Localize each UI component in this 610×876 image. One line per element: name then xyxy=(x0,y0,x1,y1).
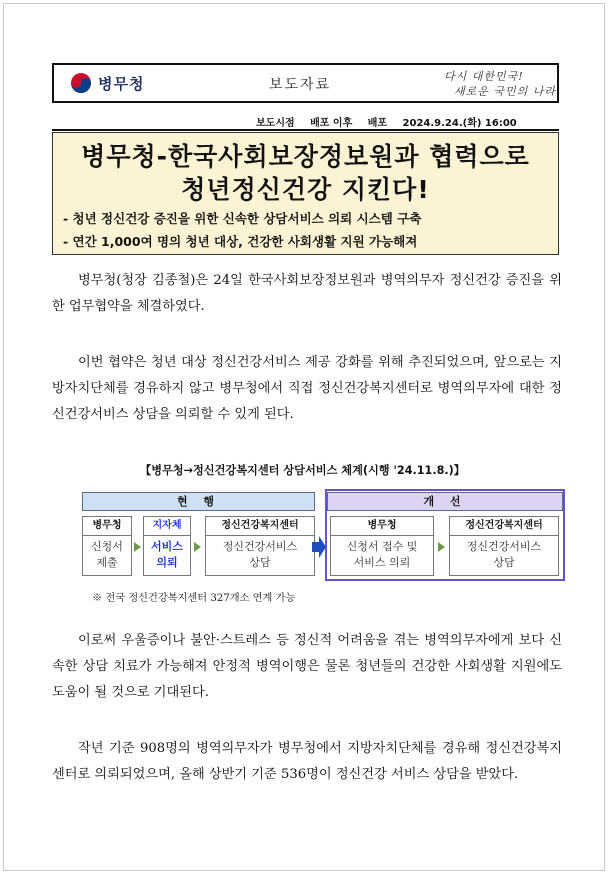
release-info xyxy=(256,114,529,129)
paragraph-1-text: 병무청(청장 김종철)은 24일 한국사회보장정보원과 병역의무자 정신건강 증진을 위한 업무협약을 체결하였다. xyxy=(52,273,562,314)
release-label: 보도시점 xyxy=(256,118,295,129)
current-step-1-head: 병무청 xyxy=(83,517,131,536)
paragraph-4 xyxy=(52,736,562,788)
improved-step-1 xyxy=(330,516,434,576)
current-step-2-body2: 의뢰 xyxy=(156,556,178,569)
release-datetime: 2024.9.24.(화) 16:00 xyxy=(402,118,517,129)
diagram-caption: 【병무청→정신건강복지센터 상담서비스 체계(시행 '24.11.8.)】 xyxy=(140,464,465,477)
current-step-1-body2: 제출 xyxy=(96,556,118,569)
improved-step-2-body1: 정신건강서비스 xyxy=(466,540,542,553)
current-step-3-body2: 상담 xyxy=(249,556,271,569)
arrow-right-icon xyxy=(134,542,141,552)
title-line1: 병무청-한국사회보장정보원과 협력으로 xyxy=(81,142,530,171)
taegeuk-logo-icon xyxy=(70,72,92,94)
subtitle-line2: - 연간 1,000여 명의 청년 대상, 건강한 사회생활 지원 가능해져 xyxy=(63,234,418,249)
press-header xyxy=(52,63,559,103)
improved-step-1-body1: 신청서 접수 및 xyxy=(346,540,418,553)
title-line2: 청년정신건강 지킨다! xyxy=(181,175,430,204)
paragraph-4-text: 작년 기준 908명의 병역의무자가 병무청에서 지방자치단체를 경유해 정신건강복지센터로 의뢰되었으며, 올해 상반기 기준 536명이 정신건강 서비스 상담을 받았다. xyxy=(52,741,562,782)
improved-band: 개 선 xyxy=(327,492,563,511)
improved-step-1-head: 병무청 xyxy=(331,517,433,536)
paragraph-3-text: 이로써 우울증이나 불안·스트레스 등 정신적 어려움을 겪는 병역의무자에게 보다 신속한 상담 치료가 가능해져 안정적 병역이행은 물론 청년들의 건강한 사회생활 지원에도 도움이 될 것으로 기대된다. xyxy=(52,633,562,700)
slogan-line2: 새로운 국민의 나라 xyxy=(454,85,557,98)
title-box xyxy=(52,132,559,255)
paragraph-3 xyxy=(52,628,562,706)
current-step-3-body1: 정신건강서비스 xyxy=(222,540,298,553)
improved-step-2-head: 정신건강복지센터 xyxy=(450,517,558,536)
arrow-right-icon xyxy=(194,542,201,552)
current-band: 현 행 xyxy=(82,492,315,511)
big-arrow-right-icon xyxy=(312,536,326,558)
current-step-3 xyxy=(205,516,315,576)
paragraph-1 xyxy=(52,268,562,320)
improved-step-2 xyxy=(449,516,559,576)
arrow-right-icon xyxy=(438,542,445,552)
doc-type: 보도자료 xyxy=(269,77,332,93)
current-step-2-body1: 서비스 xyxy=(151,540,183,553)
current-step-2-head: 지자체 xyxy=(144,517,190,536)
release-embargo: 배포 이후 xyxy=(310,118,353,129)
improved-step-2-body2: 상담 xyxy=(493,556,515,569)
improved-step-1-body2: 서비스 의뢰 xyxy=(353,556,411,569)
header-rule xyxy=(52,129,559,131)
diagram-note: ※ 전국 정신건강복지센터 327개소 연계 가능 xyxy=(92,593,296,604)
paragraph-2 xyxy=(52,350,562,428)
slogan-line1: 다시 대한민국! xyxy=(444,70,524,83)
release-dist-label: 배포 xyxy=(367,118,388,129)
org-name: 병무청 xyxy=(98,75,145,93)
subtitle-line1: - 청년 정신건강 증진을 위한 신속한 상담서비스 의뢰 시스템 구축 xyxy=(63,211,422,226)
current-step-1 xyxy=(82,516,132,576)
paragraph-2-text: 이번 협약은 청년 대상 정신건강서비스 제공 강화를 위해 추진되었으며, 앞으로는 지방자치단체를 경유하지 않고 병무청에서 직접 정신건강복지센터로 병역의무자에 대한 정신건강서비스 상담을 의뢰할 수 있게 된다. xyxy=(52,355,562,422)
current-step-2 xyxy=(143,516,191,576)
current-step-1-body1: 신청서 xyxy=(91,540,123,553)
current-step-3-head: 정신건강복지센터 xyxy=(206,517,314,536)
